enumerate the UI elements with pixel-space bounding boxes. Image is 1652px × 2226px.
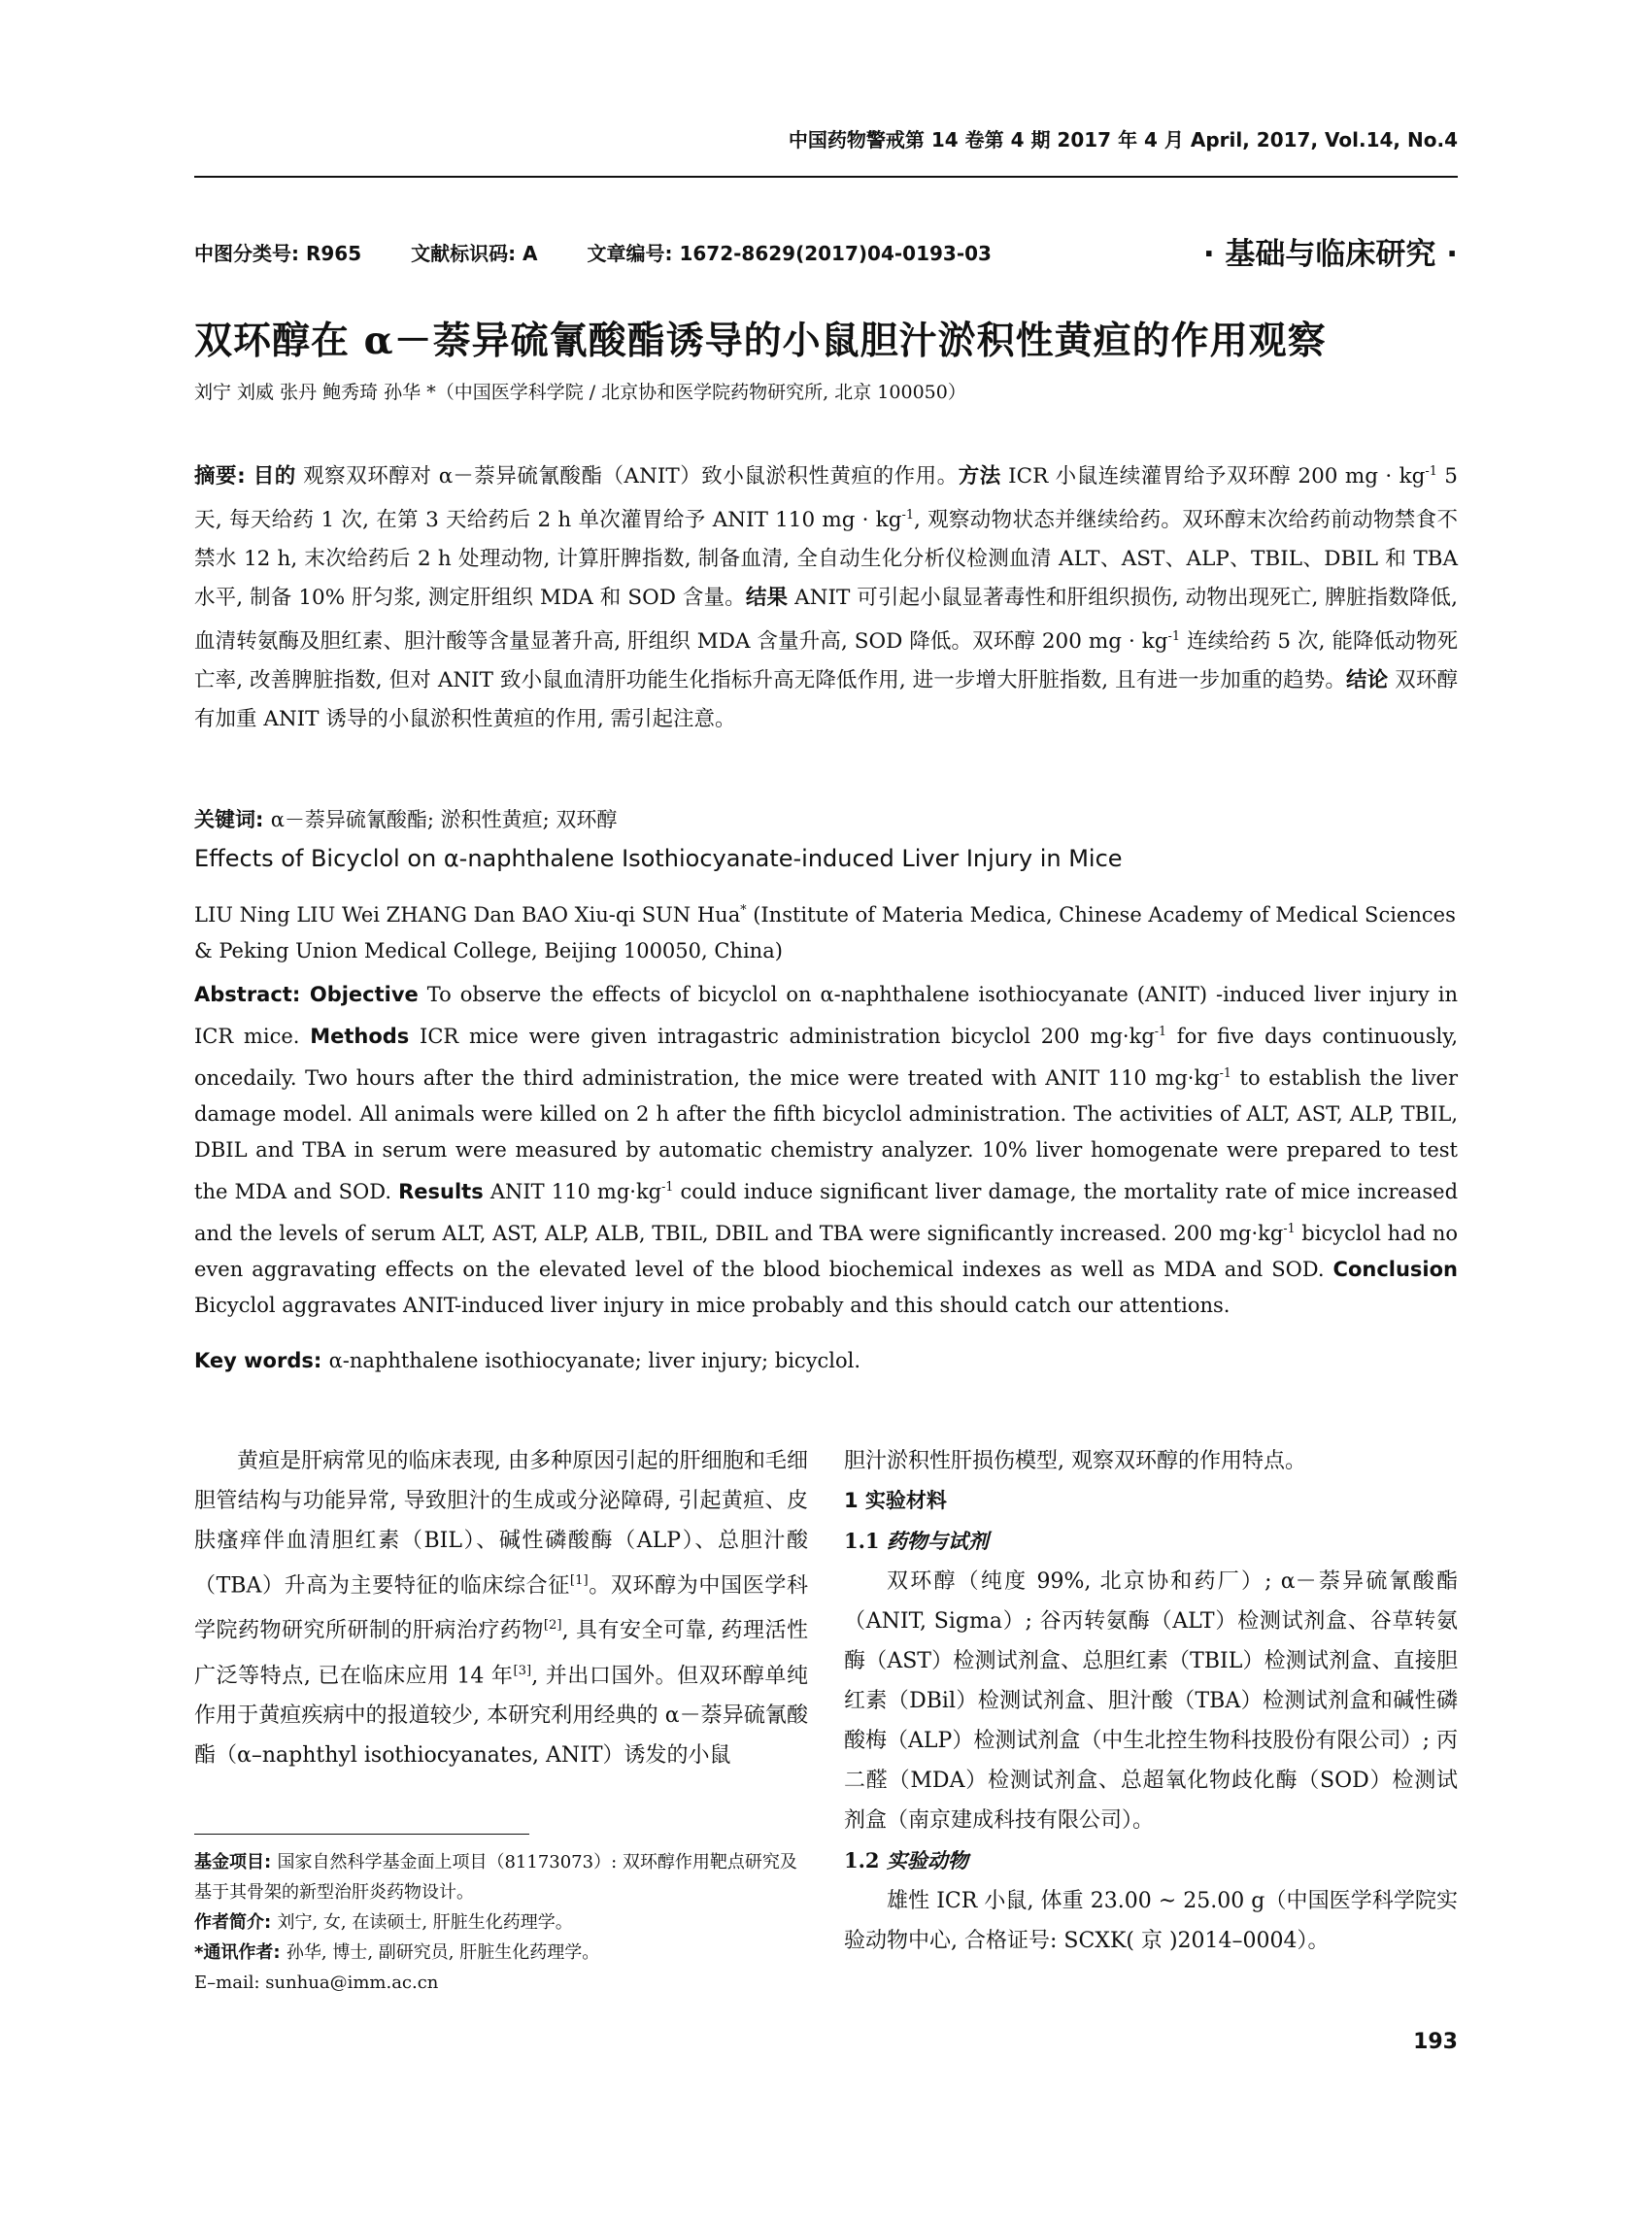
abstract-label: 摘要: <box>194 464 253 489</box>
citation-3: [3] <box>513 1663 532 1678</box>
conclusion-label: 结论 <box>1346 668 1389 693</box>
body-right-column <box>844 1441 1458 1961</box>
animals-paragraph: 雄性 ICR 小鼠, 体重 23.00 ~ 25.00 g（中国医学科学院实验动物中心, 合格证号: SCXK( 京 )2014–0004）。 <box>844 1889 1458 1953</box>
journal-running-header: 中国药物警戒第 14 卷第 4 期 2017 年 4 月 April, 2017, Vol.14, No.4 <box>788 128 1458 152</box>
email-note: E–mail: sunhua@imm.ac.cn <box>194 1973 439 1993</box>
materials-paragraph: 双环醇（纯度 99%, 北京协和药厂）; α－萘异硫氰酸酯（ANIT, Sigma）; 谷丙转氨酶（ALT）检测试剂盒、谷草转氨酶（AST）检测试剂盒、总胆红素（TBIL）检测试剂盒、直接胆红素（DBil）检测试剂盒、胆汁酸（TBA）检测试剂盒和碱性磷酸梅（ALP）检测试剂盒（中生北控生物科技股份有限公司）; 丙二醛（MDA）检测试剂盒、总超氧化物歧化酶（SOD）检测试剂盒（南京建成科技有限公司）。 <box>844 1569 1458 1833</box>
document-code: 文献标识码: A <box>411 242 538 265</box>
section-heading: 1 实验材料 <box>844 1489 947 1512</box>
english-abstract: Abstract: Objective To observe the effects of bicyclol on α-naphthalene isothiocyanate (ANIT) -induced liver injury in ICR mice. Methods ICR mice were given intragastric administration bicyclol 200 $mg\cdot kg^{-1}$ for five days continuously, oncedaily. Two hours after the third administration, the mice were treated with ANIT 110 $mg\cdot kg^{-1}$ to establish the liver damage model. All animals were killed on 2 h after the fifth bicyclol administration. The activities of ALT, AST, ALP, TBIL, DBIL and TBA in serum were measured by automatic chemistry analyzer. 10% liver homogenate were prepared to test the MDA and SOD. Results ANIT 110 $mg\cdot kg^{-1}$ could induce significant liver damage, the mortality rate of mice increased and the levels of serum ALT, AST, ALP, ALB, TBIL, DBIL and TBA were significantly increased. 200 $mg\cdot kg^{-1}$ bicyclol had no even aggravating effects on the elevated level of the blood biochemical indexes as well as MDA and SOD. Conclusion Bicyclol aggravates ANIT-induced liver injury in mice probably and this should catch our attentions. <box>194 983 1459 1317</box>
subsection-heading: 1.2 实验动物 <box>844 1848 968 1872</box>
footnote-rule <box>194 1834 529 1835</box>
footnotes <box>194 1847 808 1998</box>
methods-label: Methods <box>310 1025 410 1048</box>
objective-label: 目的 <box>253 464 296 489</box>
body-left-column: 黄疸是肝病常见的临床表现, 由多种原因引起的肝细胞和毛细胆管结构与功能异常, 导致胆汁的生成或分泌障碍, 引起黄疸、皮肤瘙痒伴血清胆红素（BIL）、碱性磷酸酶（ALP）、总胆汁酸（TBA）升高为主要特征的临床综合征[1]。双环醇为中国医学科学院药物研究所研制的肝病治疗药物[2], 具有安全可靠, 药理活性广泛等特点, 已在临床应用 14 年[3], 并出口国外。但双环醇单纯作用于黄疸疾病中的报道较少, 本研究利用经典的 α－萘异硫氰酸酯（α–naphthyl isothiocyanates, ANIT）诱发的小鼠 <box>194 1449 808 1768</box>
chinese-authors: 刘宁 刘威 张丹 鲍秀琦 孙华 *（中国医学科学院 / 北京协和医学院药物研究所, 北京 100050） <box>194 382 966 403</box>
article-meta <box>194 238 1034 266</box>
chinese-abstract: 摘要: 目的 观察双环醇对 α－萘异硫氰酸酯（ANIT）致小鼠淤积性黄疸的作用。方法 ICR 小鼠连续灌胃给予双环醇 200 mg · $kg^{-1}$ 5 天, 每天给药 1 次, 在第 3 天给药后 2 h 单次灌胃给予 ANIT 110 mg · $kg^{-1}$, 观察动物状态并继续给药。双环醇末次给药前动物禁食不禁水 12 h, 末次给药后 2 h 处理动物, 计算肝脾指数, 制备血清, 全自动生化分析仪检测血清 ALT、AST、ALP、TBIL、DBIL 和 TBA 水平, 制备 10% 肝匀浆, 测定肝组织 MDA 和 SOD 含量。结果 ANIT 可引起小鼠显著毒性和肝组织损伤, 动物出现死亡, 脾脏指数降低, 血清转氨酶及胆红素、胆汁酸等含量显著升高, 肝组织 MDA 含量升高, SOD 降低。双环醇 200 mg · $kg^{-1}$ 连续给药 5 次, 能降低动物死亡率, 改善脾脏指数, 但对 ANIT 致小鼠血清肝功能生化指标升高无降低作用, 进一步增大肝脏指数, 且有进一步加重的趋势。结论 双环醇有加重 ANIT 诱导的小鼠淤积性黄疸的作用, 需引起注意。 <box>194 464 1459 732</box>
citation-1: [1] <box>569 1573 589 1588</box>
objective-label: Objective <box>309 983 419 1006</box>
fund-note: 基金项目: 国家自然科学基金面上项目（81173073）: 双环醇作用靶点研究及基于其骨架的新型治肝炎药物设计。 <box>194 1852 797 1903</box>
page-number: 193 <box>1413 2030 1458 2054</box>
column-tag: · 基础与临床研究 · <box>1202 237 1458 272</box>
conclusion-label: Conclusion <box>1332 1258 1458 1281</box>
chinese-title: 双环醇在 α－萘异硫氰酸酯诱导的小鼠胆汁淤积性黄疸的作用观察 <box>194 319 1327 363</box>
chinese-keywords: 关键词: α－萘异硫氰酸酯; 淤积性黄疸; 双环醇 <box>194 808 618 831</box>
classification-number: 中图分类号: R965 <box>194 242 362 265</box>
results-label: Results <box>398 1180 484 1203</box>
english-keywords: Key words: α-naphthalene isothiocyanate; liver injury; bicyclol. <box>194 1349 861 1372</box>
continued-paragraph: 胆汁淤积性肝损伤模型, 观察双环醇的作用特点。 <box>844 1449 1306 1473</box>
english-title: Effects of Bicyclol on α-naphthalene Isothiocyanate-induced Liver Injury in Mice <box>194 845 1123 872</box>
method-label: 方法 <box>958 464 1001 489</box>
author-note: 作者简介: 刘宁, 女, 在读硕士, 肝脏生化药理学。 <box>194 1912 573 1933</box>
subsection-heading: 1.1 药物与试剂 <box>844 1529 989 1553</box>
citation-2: [2] <box>543 1618 562 1634</box>
english-authors: LIU Ning LIU Wei ZHANG Dan BAO Xiu-qi SUN Hua* (Institute of Materia Medica, Chinese Academy of Medical Sciences & Peking Union Medical College, Beijing 100050, China) <box>194 902 1456 962</box>
article-number: 文章编号: 1672-8629(2017)04-0193-03 <box>587 242 992 265</box>
corresponding-author-note: *通讯作者: 孙华, 博士, 副研究员, 肝脏生化药理学。 <box>194 1942 600 1963</box>
header-rule <box>194 176 1458 178</box>
result-label: 结果 <box>745 586 789 611</box>
